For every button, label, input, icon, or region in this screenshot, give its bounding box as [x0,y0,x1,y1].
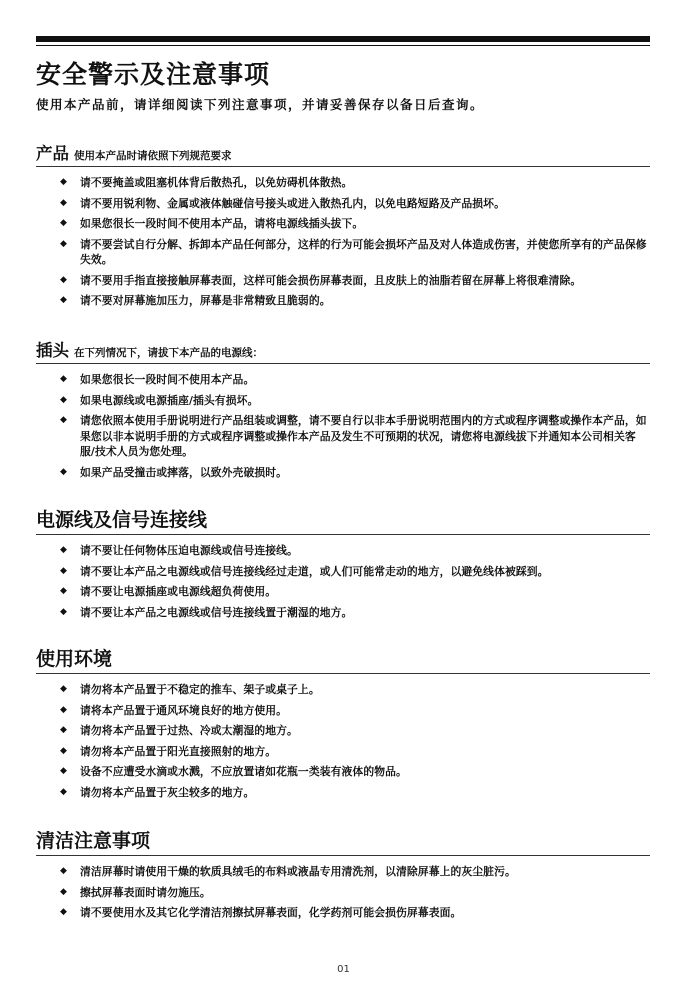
list-item: ◆ 请勿将本产品置于阳光直接照射的地方。 [60,744,277,758]
diamond-bullet-icon: ◆ [60,394,68,405]
section-cleaning [36,829,650,926]
top-rule [36,36,650,42]
list-item: ◆ 擦拭屏幕表面时请勿施压。 [60,885,211,899]
diamond-bullet-icon: ◆ [60,274,68,285]
list-item: ◆ 如果您很长一段时间不使用本产品，请将电源线插头拔下。 [60,217,364,230]
list-item: ◆ 请勿将本产品置于过热、冷或太潮湿的地方。 [60,724,298,737]
diamond-bullet-icon: ◆ [60,606,68,617]
section-plug [36,341,650,485]
list-item: ◆ 请不要用锐利物、金属或液体触碰信号接头或进入散热孔内，以免电路短路及产品损坏。 [60,196,505,210]
diamond-bullet-icon: ◆ [60,466,68,477]
section-subtitle: 使用本产品时请依照下列规范要求 [74,150,232,162]
section-header [36,341,650,364]
diamond-bullet-icon: ◆ [60,766,68,776]
list-item: ◆ 请不要让本产品之电源线或信号连接线经过走道，或人们可能常走动的地方，以避免线体被踩到。 [60,564,549,578]
section-environment [36,647,650,805]
diamond-bullet-icon: ◆ [60,704,68,715]
list-item: ◆ 请勿将本产品置于灰尘较多的地方。 [60,785,255,799]
list-item: ◆ 请将本产品置于通风环境良好的地方使用。 [60,703,288,717]
top-rule-thin [36,45,650,46]
section-title: 插头 [36,341,69,360]
list-item: ◆ 清洁屏幕时请使用干燥的软质具绒毛的布料或液晶专用清洗剂，以清除屏幕上的灰尘脏污。 [60,865,516,878]
list-item: ◆ 请不要掩盖或阻塞机体背后散热孔，以免妨碍机体散热。 [60,176,353,189]
section-header [36,647,650,674]
list-item: ◆ 请您依照本使用手册说明进行产品组装或调整，请不要自行以非本手册说明范围内的方式或程序调整或操作本产品，如果您以非本说明手册的方式或程序调整或操作本产品及发生不可预期的状况，请您将电源线拔下并通知本公司相关客服/技术人员为您处理。 [60,414,647,458]
diamond-bullet-icon: ◆ [60,197,68,208]
list-item: ◆ 请不要让本产品之电源线或信号连接线置于潮湿的地方。 [60,605,353,619]
section-title: 产品 [36,144,69,163]
diamond-bullet-icon: ◆ [60,745,68,756]
item-list [36,864,650,921]
diamond-bullet-icon: ◆ [60,177,68,187]
diamond-bullet-icon: ◆ [60,725,68,735]
section-title: 清洁注意事项 [36,830,151,852]
diamond-bullet-icon: ◆ [60,565,68,576]
item-list [36,372,650,480]
section-header [36,144,650,167]
diamond-bullet-icon: ◆ [60,907,68,917]
section-product [36,144,650,314]
item-list [36,175,650,309]
section-title: 使用环境 [36,648,113,670]
list-item: ◆ 如果您很长一段时间不使用本产品。 [60,373,255,386]
section-header [36,508,650,535]
diamond-bullet-icon: ◆ [60,886,68,897]
diamond-bullet-icon: ◆ [60,374,68,384]
section-power-cable [36,508,650,625]
list-item: ◆ 请不要让电源插座或电源线超负荷使用。 [60,585,277,598]
section-header [36,829,650,856]
diamond-bullet-icon: ◆ [60,866,68,876]
page-subtitle: 使用本产品前，请详细阅读下列注意事项，并请妥善保存以备日后查询。 [36,97,485,112]
section-subtitle: 在下列情况下，请拔下本产品的电源线： [74,347,263,359]
list-item: ◆ 请不要让任何物体压迫电源线或信号连接线。 [60,544,298,557]
list-item: ◆ 请不要用手指直接接触屏幕表面，这样可能会损伤屏幕表面，且皮肤上的油脂若留在屏幕上将很难清除。 [60,273,582,287]
diamond-bullet-icon: ◆ [60,295,68,305]
diamond-bullet-icon: ◆ [60,684,68,694]
page-title: 安全警示及注意事项 [36,60,271,89]
list-item: ◆ 请不要尝试自行分解、拆卸本产品任何部分，这样的行为可能会损坏产品及对人体造成伤害，并使您所享有的产品保修失效。 [60,237,647,266]
page [36,36,650,919]
diamond-bullet-icon: ◆ [60,586,68,596]
page-number: 01 [337,964,350,975]
diamond-bullet-icon: ◆ [60,238,68,249]
diamond-bullet-icon: ◆ [60,545,68,555]
list-item: ◆ 请不要对屏幕施加压力，屏幕是非常精致且脆弱的。 [60,294,331,307]
diamond-bullet-icon: ◆ [60,415,68,425]
list-item: ◆ 请不要使用水及其它化学清洁剂擦拭屏幕表面，化学药剂可能会损伤屏幕表面。 [60,906,462,919]
list-item: ◆ 如果产品受撞击或摔落，以致外壳破损时。 [60,465,288,479]
list-item: ◆ 如果电源线或电源插座/插头有损坏。 [60,393,259,407]
item-list [36,682,650,800]
list-item: ◆ 设备不应遭受水滴或水溅，不应放置诸如花瓶一类装有液体的物品。 [60,765,407,778]
diamond-bullet-icon: ◆ [60,218,68,228]
section-title: 电源线及信号连接线 [36,509,208,531]
list-item: ◆ 请勿将本产品置于不稳定的推车、架子或桌子上。 [60,683,320,696]
diamond-bullet-icon: ◆ [60,786,68,797]
item-list [36,543,650,620]
